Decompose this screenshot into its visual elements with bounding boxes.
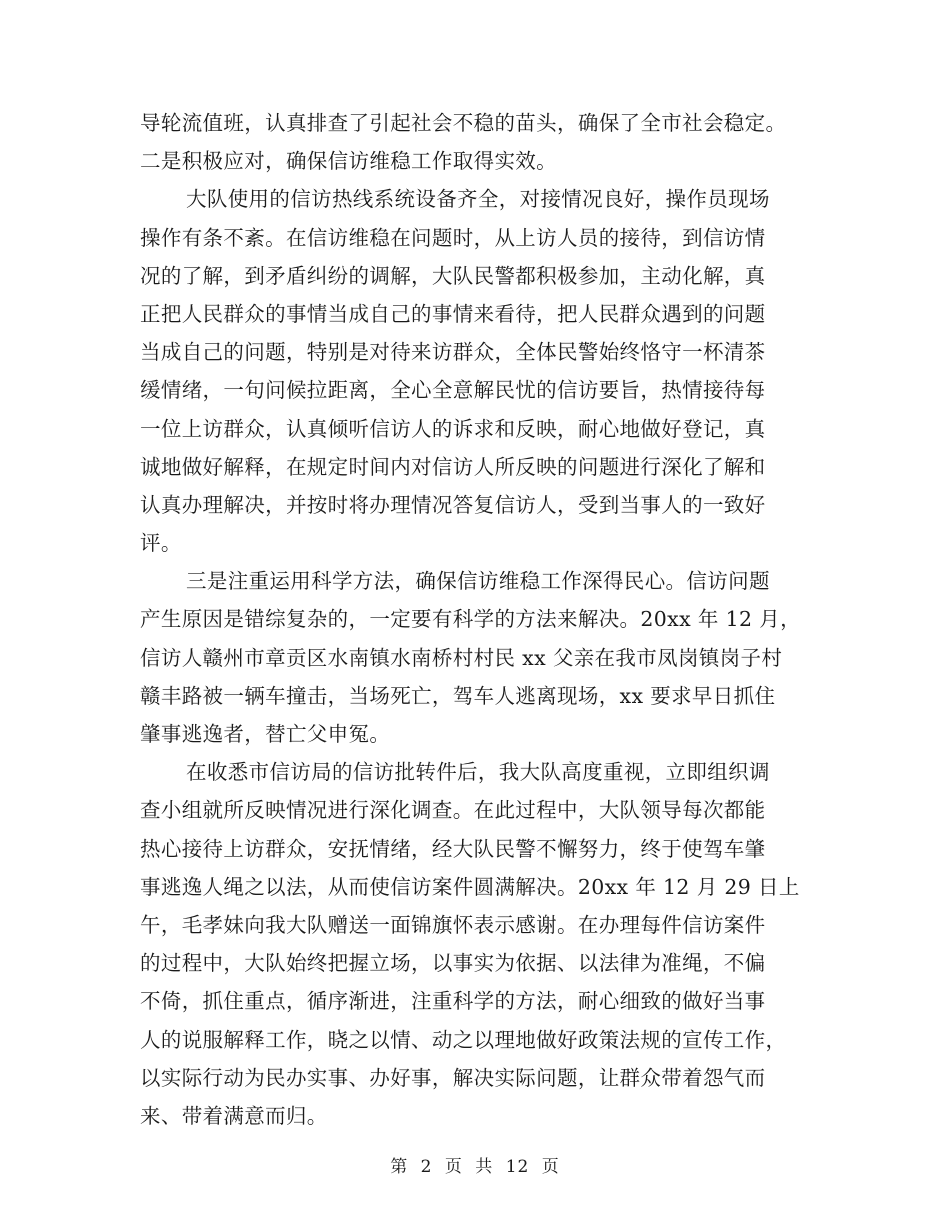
text-line: 当成自己的问题，特别是对待来访群众，全体民警始终恪守一杯清茶	[140, 340, 766, 365]
text-line: 午，毛孝妹向我大队赠送一面锦旗怀表示感谢。在办理每件信访案件	[140, 912, 766, 937]
text-line: 操作有条不紊。在信访维稳在问题时，从上访人员的接待，到信访情	[140, 225, 766, 250]
text-line: 二是积极应对，确保信访维稳工作取得实效。	[140, 149, 557, 174]
text-line: 热心接待上访群众，安抚情绪，经大队民警不懈努力，终于使驾车肇	[140, 836, 766, 861]
page-number-footer: 第 2 页 共 12 页	[390, 1157, 560, 1177]
text-line: 赣丰路被一辆车撞击，当场死亡，驾车人逃离现场，xx 要求早日抓住	[140, 683, 776, 708]
text-line: 的过程中，大队始终把握立场，以事实为依据、以法律为准绳，不偏	[140, 951, 766, 976]
text-line: 缓情绪，一句问候拉距离，全心全意解民忧的信访要旨，热情接待每	[140, 378, 766, 403]
text-line: 肇事逃逸者，替亡父申冤。	[140, 722, 391, 746]
text-line: 以实际行动为民办实事、办好事，解决实际问题，让群众带着怨气而	[140, 1065, 766, 1090]
text-line: 评。	[140, 531, 182, 556]
text-line: 况的了解，到矛盾纠纷的调解，大队民警都积极参加，主动化解，真	[140, 263, 766, 288]
text-line: 不倚，抓住重点，循序渐进，注重科学的方法，耐心细致的做好当事	[140, 989, 766, 1014]
text-line: 来、带着满意而归。	[140, 1103, 328, 1128]
text-line: 查小组就所反映情况进行深化调查。在此过程中，大队领导每次都能	[140, 798, 766, 823]
text-line: 产生原因是错综复杂的，一定要有科学的方法来解决。20xx 年 12 月，	[140, 607, 801, 632]
paragraph-start-line: 大队使用的信访热线系统设备齐全，对接情况良好，操作员现场	[186, 187, 770, 212]
body-text	[140, 104, 820, 1135]
text-line: 导轮流值班，认真排查了引起社会不稳的苗头，确保了全市社会稳定。	[140, 111, 787, 135]
paragraph-start-line: 三是注重运用科学方法，确保信访维稳工作深得民心。信访问题	[186, 569, 770, 594]
text-line: 一位上访群众，认真倾听信访人的诉求和反映，耐心地做好登记，真	[140, 416, 766, 441]
text-line: 人的说服解释工作，晓之以情、动之以理地做好政策法规的宣传工作，	[140, 1027, 787, 1052]
text-line: 正把人民群众的事情当成自己的事情来看待，把人民群众遇到的问题	[140, 301, 766, 326]
paragraph-start-line: 在收悉市信访局的信访批转件后，我大队高度重视，立即组织调	[186, 760, 770, 785]
text-line: 诚地做好解释，在规定时间内对信访人所反映的问题进行深化了解和	[140, 454, 766, 479]
text-line: 事逃逸人绳之以法，从而使信访案件圆满解决。20xx 年 12 月 29 日上	[140, 874, 800, 899]
text-line: 认真办理解决，并按时将办理情况答复信访人，受到当事人的一致好	[140, 492, 766, 517]
text-line: 信访人赣州市章贡区水南镇水南桥村村民 xx 父亲在我市凤岗镇岗子村	[140, 645, 783, 670]
